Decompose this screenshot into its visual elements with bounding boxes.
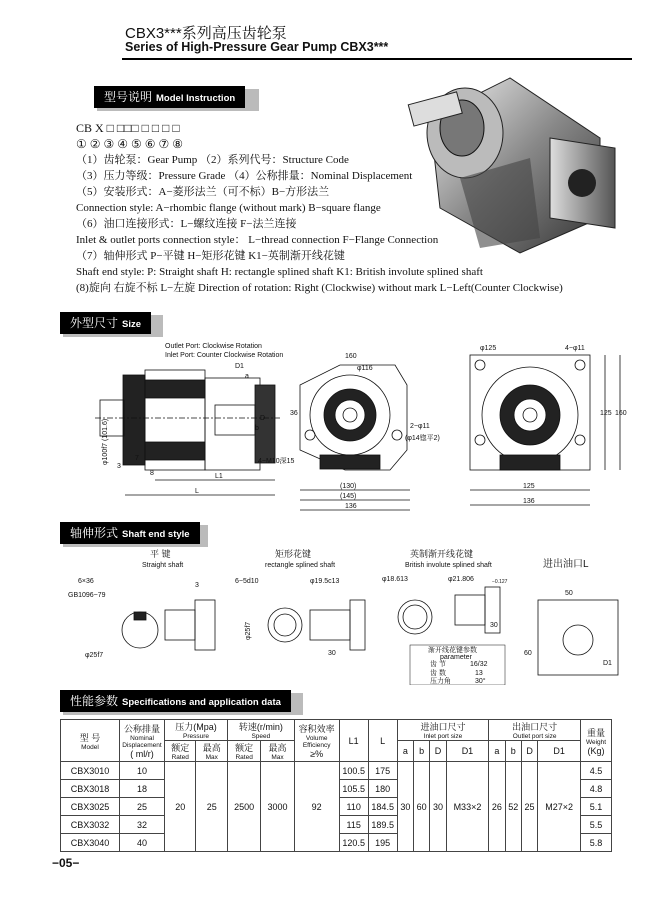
page-subtitle: Series of High-Pressure Gear Pump CBX3***	[125, 40, 389, 54]
h-oD1: D1	[538, 741, 581, 762]
oil-l1: 50	[565, 590, 573, 597]
label-160: 160	[345, 353, 357, 360]
mi-line-5: （6）油口连接形式：L−螺纹连接 F−法兰连接	[76, 218, 297, 230]
h-oa: a	[489, 741, 505, 762]
h-disp-u: ( ml/r)	[130, 749, 154, 759]
row-disp: 10	[120, 762, 165, 780]
mi-line-2: （3）压力等级：Pressure Grade （4）公称排量：Nominal Displacement	[76, 170, 413, 182]
h-max-cn: 最高	[202, 743, 221, 753]
cell-oa: 26	[489, 762, 505, 852]
s3-tbl-r3: 压力角	[430, 678, 451, 685]
h-out-cn: 出油口尺寸	[512, 722, 558, 732]
page-number: −05−	[52, 856, 80, 870]
row-l: 175	[368, 762, 397, 780]
label-4-11: 4−φ11	[565, 345, 585, 352]
mi-line-3: （5）安装形式：A−菱形法兰（可不标）B−方形法兰	[76, 186, 330, 198]
h-speed-en: Speed	[251, 733, 271, 740]
bar-en: Size	[122, 319, 142, 330]
h-oD: D	[521, 741, 537, 762]
mi-line-4: Connection style: A−rhombic flange (without mark) B−square flange	[76, 202, 381, 214]
cell-iD: 30	[430, 762, 446, 852]
label-d1: D1	[235, 363, 244, 370]
s3-tbl-r2: 齿 数	[430, 670, 446, 677]
h-in-en: Inlet port size	[423, 733, 463, 740]
s1-l1: 6×36	[78, 578, 94, 585]
s1-l2: GB1096−79	[68, 592, 106, 599]
cell-rated: 20	[165, 762, 196, 852]
h-model-en: Model	[81, 743, 99, 751]
bar-en: Specifications and application data	[122, 697, 281, 708]
s2-cn: 矩形花键	[275, 549, 312, 559]
s3-tbl-r1: 齿 节	[430, 661, 446, 668]
cell-iD1: M33×2	[446, 762, 489, 852]
s3-tbl-r2v: 13	[475, 670, 483, 677]
label-b: b	[255, 425, 259, 432]
label-125b: 125	[600, 410, 612, 417]
h-max-en: Max	[205, 754, 218, 761]
label-36: 36	[290, 410, 298, 417]
label-160b: 160	[615, 410, 627, 417]
label-14: (φ14锪平2)	[405, 435, 440, 442]
h-disp-cn: 公称排量	[123, 724, 160, 734]
section-bar-size	[60, 312, 151, 334]
s2-l2: φ19.5c13	[310, 578, 340, 585]
cell-eff: 92	[294, 762, 339, 852]
h-smax-en: Max	[271, 754, 284, 761]
row-model: CBX3018	[61, 780, 120, 798]
cell-ob: 52	[505, 762, 521, 852]
s2-l1: 6−5d10	[235, 578, 259, 585]
size-drawing	[95, 340, 630, 520]
h-w-cn: 重量	[586, 727, 605, 738]
code-line: CB X □ □□□ □ □ □ □	[76, 121, 180, 135]
s3-tbl-h2: parameter	[440, 654, 472, 661]
page-title: CBX3***系列高压齿轮泵	[125, 25, 287, 42]
h-in-cn: 进油口尺寸	[420, 722, 466, 732]
h-srated-en: Rated	[235, 754, 253, 761]
row-w: 4.5	[581, 762, 612, 780]
h-iD1: D1	[446, 741, 489, 762]
row-disp: 32	[120, 816, 165, 834]
label-shaft: φ100f7 (101.6)	[102, 418, 109, 465]
section-bar-model	[94, 86, 245, 108]
h-model-cn: 型 号	[79, 732, 101, 743]
row-l: 195	[368, 834, 397, 852]
shaft-drawing	[60, 545, 630, 685]
label-inlet: Inlet Port: Counter Clockwise Rotation	[165, 352, 284, 359]
pump-photo	[400, 58, 625, 258]
h-eff-en: Volume Efficiency	[302, 735, 331, 749]
bar-cn: 性能参数	[70, 694, 119, 708]
row-l1: 100.5	[339, 762, 368, 780]
label-a: a	[245, 373, 249, 380]
row-disp: 40	[120, 834, 165, 852]
s1-l3: 3	[195, 582, 199, 589]
h-speed-cn: 转速(r/min)	[238, 722, 283, 732]
cell-smax: 3000	[261, 762, 294, 852]
h-iD: D	[430, 741, 446, 762]
row-l: 184.5	[368, 798, 397, 816]
h-press-en: Pressure	[182, 733, 209, 740]
row-w: 5.5	[581, 816, 612, 834]
h-rated-cn: 额定	[171, 743, 190, 753]
oil-l2: 60	[524, 650, 532, 657]
s3-tbl-r3v: 30°	[475, 678, 486, 685]
row-l: 180	[368, 780, 397, 798]
cell-max: 25	[196, 762, 228, 852]
s3-l1: φ18.613	[382, 576, 408, 583]
cell-oD: 25	[521, 762, 537, 852]
label-l: L	[195, 488, 199, 495]
cell-ia: 30	[397, 762, 413, 852]
spec-table	[60, 719, 612, 852]
row-w: 5.8	[581, 834, 612, 852]
h-ib: b	[414, 741, 430, 762]
row-model: CBX3040	[61, 834, 120, 852]
row-disp: 25	[120, 798, 165, 816]
mi-line-1: （1）齿轮泵：Gear Pump （2）系列代号：Structure Code	[76, 154, 349, 166]
label-m10: 4−M10深15	[258, 458, 295, 465]
s3-l4: 30	[490, 622, 498, 629]
row-disp: 18	[120, 780, 165, 798]
h-out-en: Outlet port size	[512, 733, 557, 740]
row-l1: 120.5	[339, 834, 368, 852]
label-116: φ116	[357, 365, 373, 372]
row-model: CBX3032	[61, 816, 120, 834]
s3-tbl-h: 渐开线花键参数	[428, 647, 477, 654]
s3-cn: 英制渐开线花键	[410, 549, 474, 559]
section-bar-spec	[60, 690, 291, 712]
h-press-cn: 压力(Mpa)	[175, 722, 217, 732]
h-smax-cn: 最高	[268, 743, 287, 753]
row-model: CBX3010	[61, 762, 120, 780]
label-145: (145)	[340, 493, 357, 500]
row-l1: 115	[339, 816, 368, 834]
section-bar-shaft	[60, 522, 200, 544]
label-8: 8	[150, 470, 154, 477]
s2-en: rectangle splined shaft	[265, 562, 336, 569]
h-disp-en: Nominal Displacement	[122, 735, 162, 749]
h-eff-u: ≥%	[310, 749, 324, 759]
oil-l3: D1	[603, 660, 612, 667]
bar-cn: 轴伸形式	[70, 526, 119, 540]
h-ia: a	[397, 741, 413, 762]
h-srated-cn: 额定	[235, 743, 254, 753]
s1-l4: φ25f7	[85, 652, 104, 659]
s3-l3: −0.127	[492, 579, 508, 585]
mi-line-8: Shaft end style: P: Straight shaft H: rectangle splined shaft K1: British involute splined shaft	[76, 266, 483, 278]
label-2-11: 2−φ11	[410, 423, 430, 430]
s3-l2: φ21.806	[448, 576, 474, 583]
s3-en: British involute splined shaft	[405, 562, 492, 569]
mi-line-9: (8)旋向 右旋不标 L−左旋 Direction of rotation: Right (Clockwise) without mark L−Left(Counter Clockwise)	[76, 282, 563, 294]
label-7: 7	[135, 455, 139, 462]
row-l1: 110	[339, 798, 368, 816]
h-w-en: Weight	[585, 738, 607, 746]
row-w: 5.1	[581, 798, 612, 816]
s2-l3: φ25f7	[245, 621, 252, 640]
bar-en: Model Instruction	[156, 93, 236, 104]
h-ob: b	[505, 741, 521, 762]
label-130: (130)	[340, 483, 357, 490]
h-eff-cn: 容积效率	[298, 724, 335, 734]
bar-cn: 外型尺寸	[70, 316, 119, 330]
cell-ib: 60	[414, 762, 430, 852]
row-model: CBX3025	[61, 798, 120, 816]
cell-srated: 2500	[228, 762, 261, 852]
mi-line-7: （7）轴伸形式 P−平键 H−矩形花键 K1−英制渐开线花键	[76, 250, 345, 262]
label-136b: 136	[523, 498, 535, 505]
bar-en: Shaft end style	[122, 529, 190, 540]
label-125c: 125	[523, 483, 535, 490]
h-w-u: (Kg)	[587, 745, 605, 756]
label-l1: L1	[215, 473, 223, 480]
label-125: φ125	[480, 345, 497, 352]
s1-en: Straight shaft	[142, 562, 184, 569]
num-line: ① ② ③ ④ ⑤ ⑥ ⑦ ⑧	[76, 137, 184, 151]
label-outlet: Outlet Port: Clockwise Rotation	[165, 343, 262, 350]
cell-oD1: M27×2	[538, 762, 581, 852]
h-l1: L1	[339, 720, 368, 762]
row-l1: 105.5	[339, 780, 368, 798]
mi-line-6: Inlet & outlet ports connection style： L−thread connection F−Flange Connection	[76, 234, 439, 246]
label-3: 3	[117, 463, 121, 470]
h-l: L	[368, 720, 397, 762]
s2-l4: 30	[328, 650, 336, 657]
s1-cn: 平 键	[150, 549, 171, 559]
bar-cn: 型号说明	[104, 90, 153, 104]
label-d: D	[260, 415, 266, 422]
s3-tbl-r1v: 16/32	[470, 661, 488, 668]
row-w: 4.8	[581, 780, 612, 798]
oil-title: 进出油口L	[543, 559, 589, 570]
label-136a: 136	[345, 503, 357, 510]
row-l: 189.5	[368, 816, 397, 834]
h-rated-en: Rated	[171, 754, 189, 761]
